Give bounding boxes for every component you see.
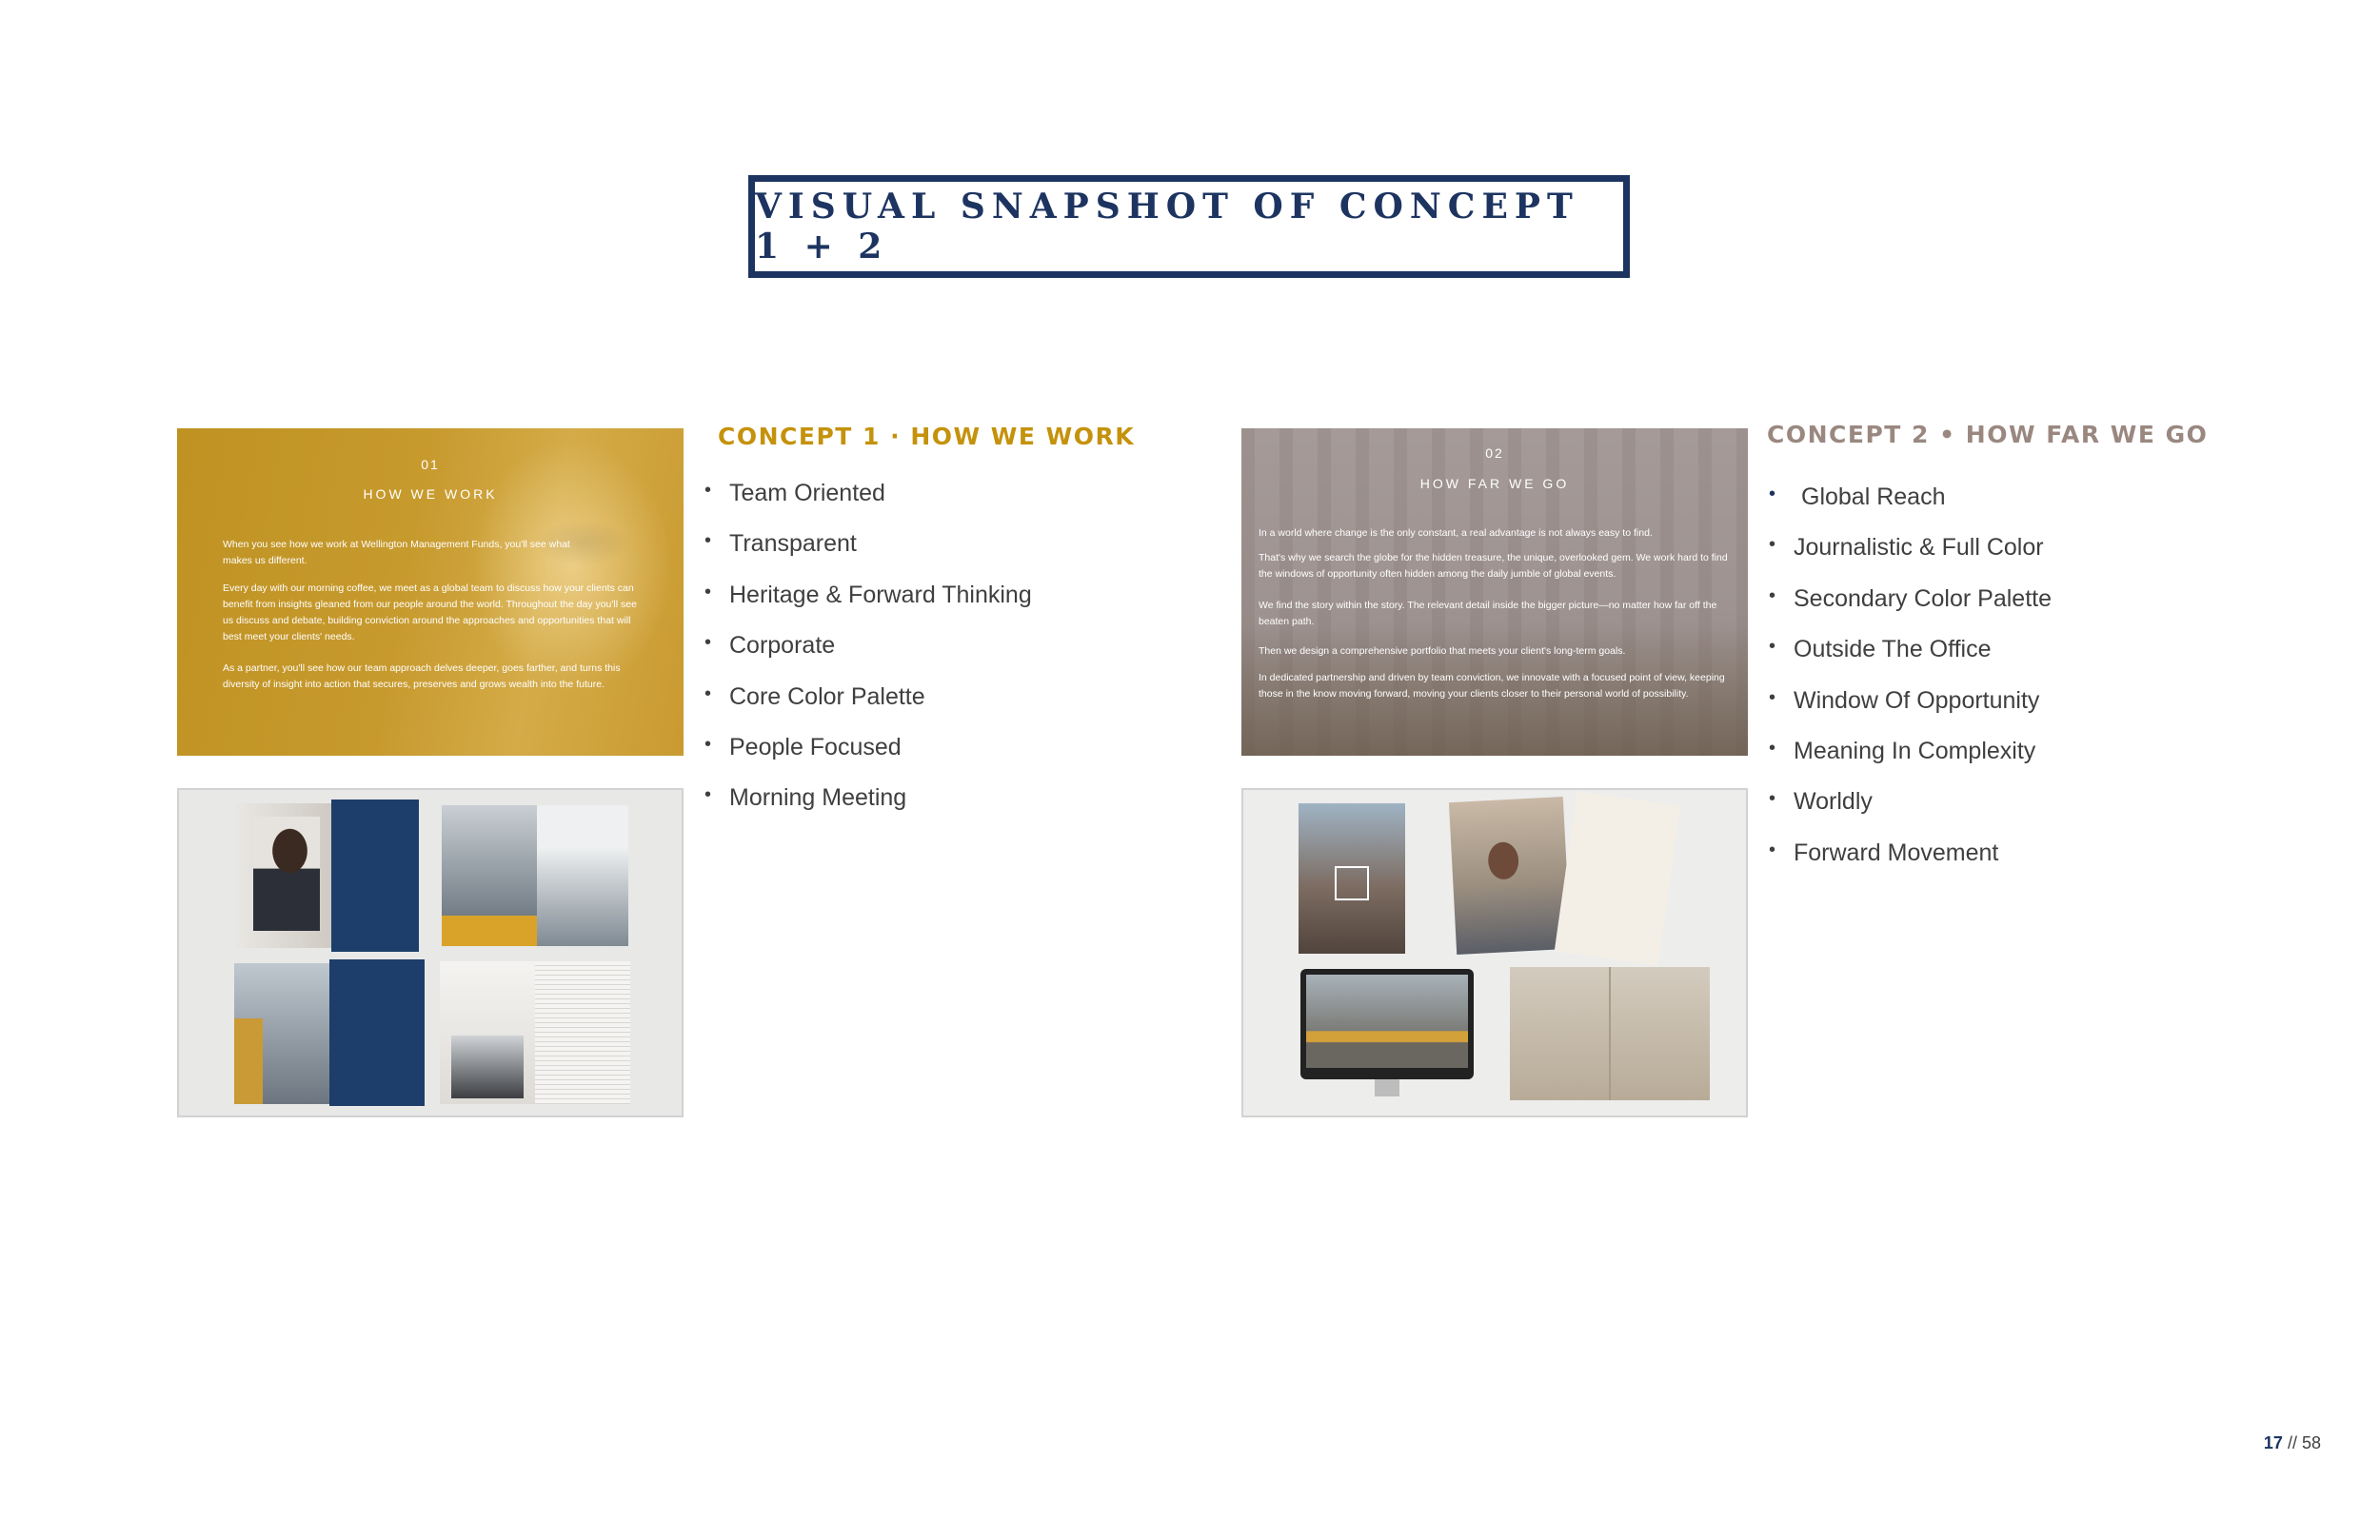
concept1-slide-heading: HOW WE WORK [363,486,498,502]
list-item [1767,534,2052,584]
bullet-icon: • [1769,584,1776,606]
concept1-brochure-mockup [177,788,684,1117]
spread-gutter [1609,967,1611,1100]
concept2-slide-paragraph: In a world where change is the only constant, a real advantage is not always easy to find. [1259,527,1653,539]
w-logo-icon [1335,866,1369,900]
list-item-label: Forward Movement [1794,839,1999,866]
list-item-label: Heritage & Forward Thinking [729,581,1032,608]
brochure-page [329,959,425,1106]
list-item-label: Outside The Office [1794,636,1992,663]
concept2-slide-paragraph: We find the story within the story. The relevant detail inside the bigger picture—no matter how far off the beaten path. [1259,600,1717,627]
list-item-label: Meaning In Complexity [1794,737,2036,764]
bullet-icon: • [1769,788,1776,810]
brochure-band [234,1018,263,1104]
list-item-label: Journalistic & Full Color [1794,534,2044,562]
bullet-icon: • [704,682,712,704]
brochure-page [535,961,630,1104]
bullet-icon: • [1769,686,1776,708]
concept2-slide-paragraph: That's why we search the globe for the hidden treasure, the unique, overlooked gem. We work hard to find the windows of opportunity often hidden among the daily jumble of global events. [1259,552,1728,580]
bullet-icon: • [1769,534,1776,556]
brochure-page [537,805,628,946]
page-title: VISUAL SNAPSHOT OF CONCEPT 1 + 2 [755,187,1579,267]
magazine-page [1555,791,1681,966]
bullet-icon: • [704,480,712,501]
list-item [703,632,1032,682]
list-item [1767,839,2052,890]
list-item [1767,687,2052,738]
bullet-icon: • [1769,737,1776,759]
concept1-slide-paragraph: Every day with our morning coffee, we meet as a global team to discuss how your clients can benefit from insights gleaned from our people around the world. Throughout the day you'll see us discuss and debate, building conviction around the approaches and opportunities that will best meet your clients' needs. [223,582,637,642]
brochure-band [442,916,537,946]
concept2-slide-image [1241,428,1748,756]
concept2-heading: CONCEPT 2 • HOW FAR WE GO [1767,421,2209,448]
list-item [703,480,1032,530]
concept2-slide-number: 02 [1485,445,1504,461]
list-item-label: Corporate [729,632,836,660]
list-item [1767,484,2052,534]
title-box [748,175,1630,278]
bullet-icon: • [704,530,712,552]
portrait-photo [253,817,320,931]
page-number [2264,1433,2321,1453]
concept2-list [1767,484,2052,890]
concept2-slide-paragraph: Then we design a comprehensive portfolio that meets your client's long-term goals. [1259,645,1626,657]
list-item-label: Team Oriented [729,480,885,506]
bullet-icon: • [1769,839,1776,860]
list-item-label: Transparent [729,530,857,558]
list-item [703,530,1032,581]
list-item-label: Worldly [1794,788,1873,816]
page-total: 58 [2301,1433,2321,1452]
bullet-icon: • [704,581,712,602]
concept1-slide-image [177,428,684,756]
list-item-label: Core Color Palette [729,682,925,710]
portrait-photo [451,1036,524,1098]
list-item [1767,636,2052,686]
bullet-icon: • [704,784,712,806]
list-item [1767,788,2052,839]
portrait-photo [1449,797,1571,955]
list-item [1767,738,2052,788]
page-current: 17 [2263,1433,2283,1452]
bullet-icon: • [1769,636,1776,658]
list-item [1767,585,2052,636]
list-item [703,582,1032,632]
bullet-icon: • [704,632,712,654]
concept2-brochure-mockup [1241,788,1748,1117]
concept1-list [703,480,1032,836]
monitor-screen [1306,975,1468,1068]
concept1-slide-paragraph: When you see how we work at Wellington Management Funds, you'll see what makes us different. [223,539,570,566]
list-item-label: Secondary Color Palette [1794,584,2052,612]
list-item-label: Global Reach [1801,484,1946,510]
concept2-slide-heading: HOW FAR WE GO [1419,476,1570,491]
brochure-page [331,800,419,952]
list-item [703,683,1032,734]
monitor-stand [1375,1079,1399,1096]
concept1-slide-number: 01 [421,457,440,472]
list-item-label: People Focused [729,733,902,760]
concept2-slide-paragraph: In dedicated partnership and driven by team conviction, we innovate with a focused point of view, keeping those in the know moving forward, moving your clients closer to their personal world of possibility. [1259,672,1725,700]
page-separator: // [2287,1433,2297,1452]
concept1-slide-paragraph: As a partner, you'll see how our team approach delves deeper, goes farther, and turns this diversity of insight into action that secures, preserves and grows wealth into the future. [223,662,621,690]
concept1-heading: CONCEPT 1 · HOW WE WORK [718,423,1136,450]
list-item [703,784,1032,835]
bullet-icon: • [1769,484,1776,504]
bullet-icon: • [704,733,712,755]
list-item-label: Morning Meeting [729,784,907,812]
list-item [703,734,1032,784]
list-item-label: Window Of Opportunity [1794,686,2040,714]
